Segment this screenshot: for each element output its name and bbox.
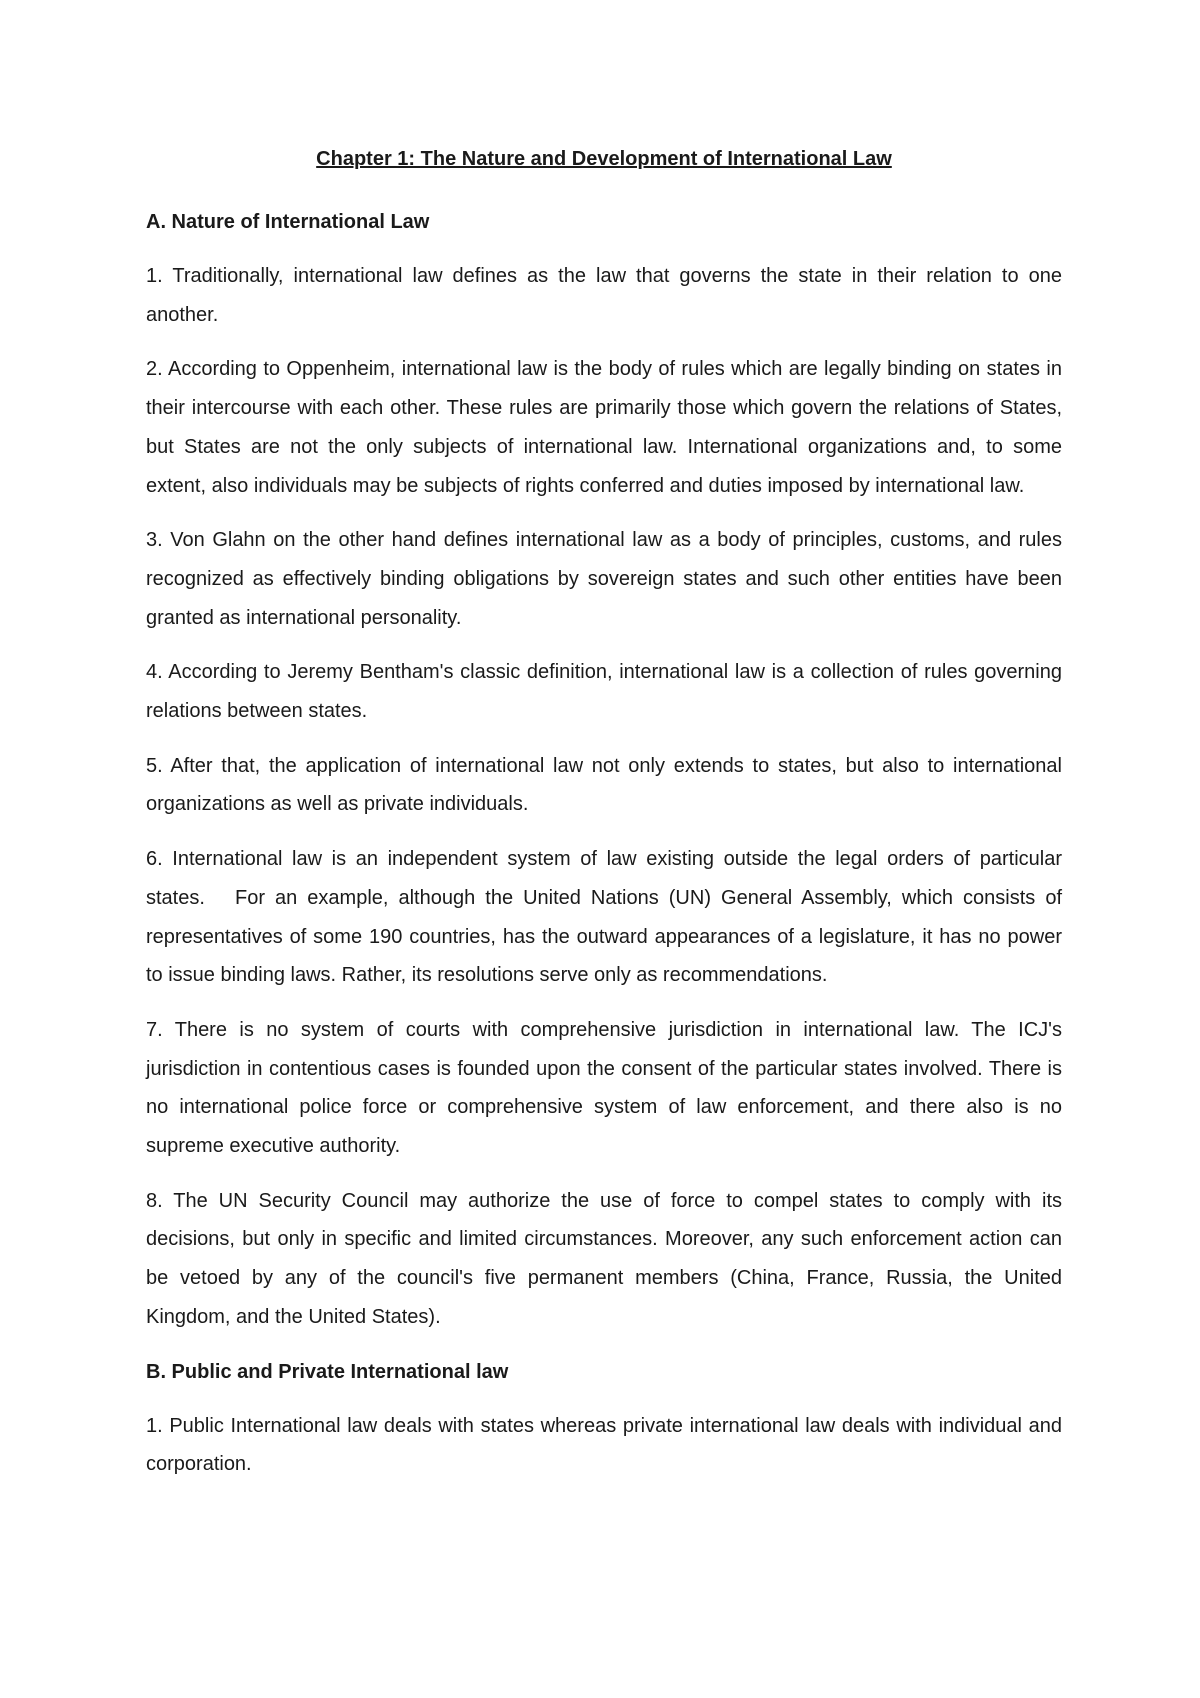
chapter-title: Chapter 1: The Nature and Development of International Law bbox=[316, 148, 892, 170]
paragraph-a-7: 7. There is no system of courts with comprehensive jurisdiction in international law. The ICJ's jurisdiction in contentious cases is founded upon the consent of the particular states involved. There is no international police force or comprehensive system of law enforcement, and there also is no supreme executive authority. bbox=[146, 1018, 1062, 1158]
document-content bbox=[146, 139, 1068, 1500]
paragraph-a-4: 4. According to Jeremy Bentham's classic definition, international law is a collection of rules governing relations between states. bbox=[146, 661, 1062, 723]
paragraph-a-2: 2. According to Oppenheim, international law is the body of rules which are legally binding on states in their intercourse with each other. These rules are primarily those which govern the relations of States, but States are not the only subjects of international law. International organizations and, to some extent, also individuals may be subjects of rights conferred and duties imposed by international law. bbox=[146, 358, 1062, 497]
section-heading-a: A. Nature of International Law bbox=[146, 211, 430, 233]
paragraph-a-8: 8. The UN Security Council may authorize the use of force to compel states to comply with its decisions, but only in specific and limited circumstances. Moreover, any such enforcement action can be vetoed by any of the council's five permanent members (China, France, Russia, the United Kingdom, and the United States). bbox=[146, 1189, 1062, 1328]
paragraph-a-6: 6. International law is an independent system of law existing outside the legal orders of particular states. For an example, although the United Nations (UN) General Assembly, which consists of representatives of some 190 countries, has the outward appearances of a legislature, it has no power to issue binding laws. Rather, its resolutions serve only as recommendations. bbox=[146, 848, 1068, 987]
paragraph-a-1: 1. Traditionally, international law defines as the law that governs the state in their relation to one another. bbox=[146, 265, 1062, 326]
paragraph-a-3: 3. Von Glahn on the other hand defines international law as a body of principles, customs, and rules recognized as effectively binding obligations by sovereign states and such other entities have been granted as international personality. bbox=[146, 529, 1062, 629]
paragraph-a-5: 5. After that, the application of international law not only extends to states, but also to international organizations as well as private individuals. bbox=[146, 754, 1062, 816]
paragraph-b-1: 1. Public International law deals with states whereas private international law deals with individual and corporation. bbox=[146, 1414, 1062, 1476]
section-heading-b: B. Public and Private International law bbox=[146, 1360, 509, 1383]
